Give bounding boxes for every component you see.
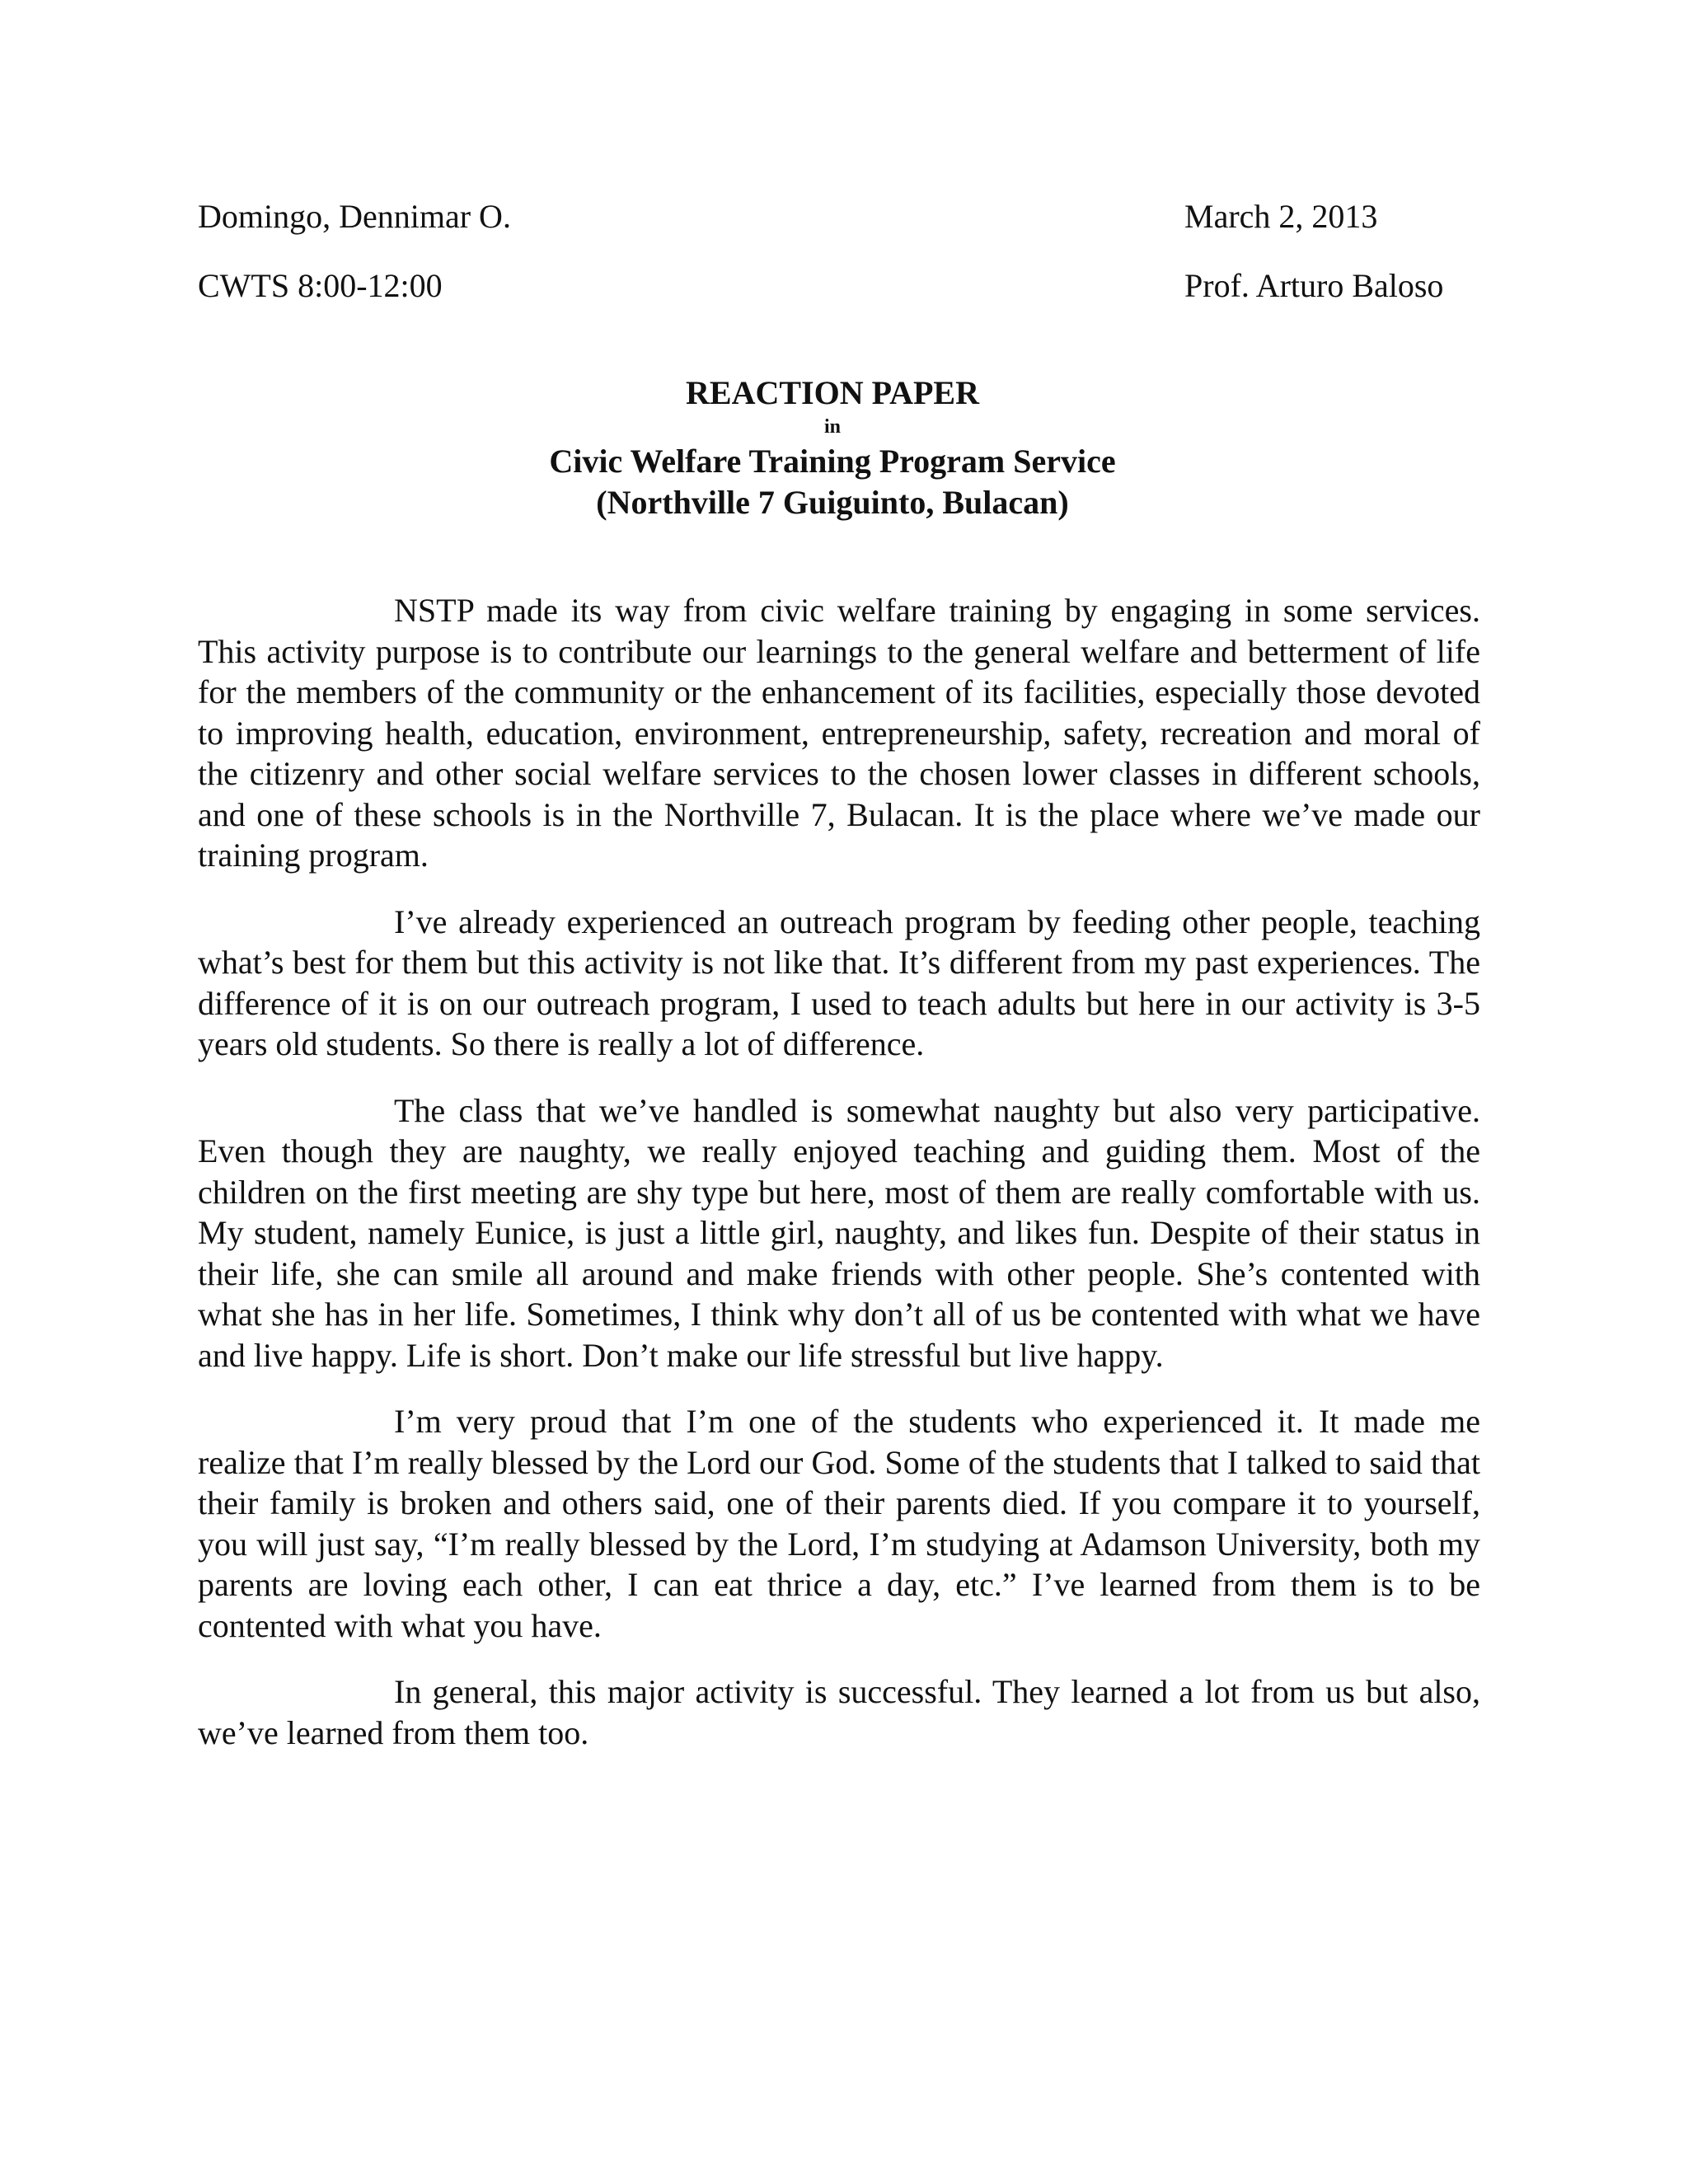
paragraph: I’ve already experienced an outreach program by feeding other people, teaching what’s best for them but this activity is not like that. It’s different from my past experiences. The difference of it is on our outreach program, I used to teach adults but here in our activity is 3-5 years old students. So there is really a lot of difference. <box>198 902 1480 1062</box>
body-text <box>198 590 1480 1753</box>
professor-name: Prof. Arturo Baloso <box>1184 267 1444 304</box>
document-location: (Northville 7 Guiguinto, Bulacan) <box>596 484 1069 521</box>
paragraph: The class that we’ve handled is somewhat naughty but also very participative. Even though they are naughty, we really enjoyed teaching and guiding them. Most of the children on the first meeting are shy type but here, most of them are really comfortable with us. My student, namely Eunice, is just a little girl, naughty, and likes fun. Despite of their status in their life, she can smile all around and make friends with other people. She’s contented with what she has in her life. Sometimes, I think why don’t all of us be contented with what we have and live happy. Life is short. Don’t make our life stressful but live happy. <box>198 1091 1480 1374</box>
document-title: REACTION PAPER <box>686 374 979 411</box>
paragraph: NSTP made its way from civic welfare training by engaging in some services. This activity purpose is to contribute our learnings to the general welfare and betterment of life for the members of the community or the enhancement of its facilities, especially those devoted to improving health, education, environment, entrepreneurship, safety, recreation and moral of the citizenry and other social welfare services to the chosen lower classes in different schools, and one of these schools is in the Northville 7, Bulacan. It is the place where we’ve made our training program. <box>198 592 1480 874</box>
paragraph: In general, this major activity is successful. They learned a lot from us but also, we’ve learned from them too. <box>198 1673 1480 1751</box>
paper-date: March 2, 2013 <box>1184 198 1378 235</box>
title-connector: in <box>823 416 841 438</box>
paragraph: I’m very proud that I’m one of the students who experienced it. It made me realize that I’m really blessed by the Lord our God. Some of the students that I talked to said that their family is broken and others said, one of their parents died. If you compare it to yourself, you will just say, “I’m really blessed by the Lord, I’m studying at Adamson University, both my parents are loving each other, I can eat thrice a day, etc.” I’ve learned from them is to be contented with what you have. <box>198 1403 1480 1644</box>
header-row-top <box>198 196 1467 237</box>
class-schedule: CWTS 8:00-12:00 <box>198 267 443 304</box>
document-subtitle: Civic Welfare Training Program Service <box>549 443 1116 480</box>
student-name: Domingo, Dennimar O. <box>198 198 511 235</box>
header-row-bottom <box>198 265 1467 307</box>
